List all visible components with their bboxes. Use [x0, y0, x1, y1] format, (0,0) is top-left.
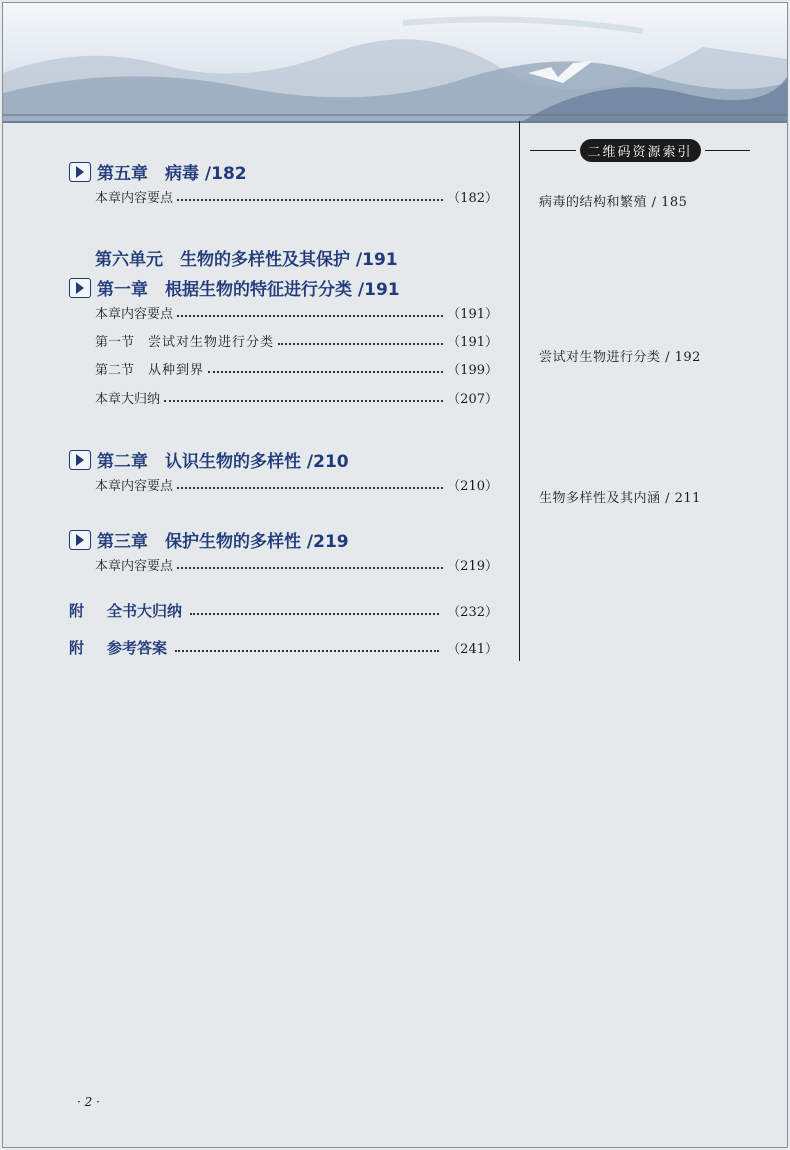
- leader-dots: [177, 487, 443, 489]
- toc-entry: 本章内容要点 （182）: [95, 190, 498, 206]
- toc-entry: 第一节 尝试对生物进行分类 （191）: [95, 334, 498, 350]
- qr-index-item[interactable]: 尝试对生物进行分类 / 192: [539, 350, 701, 365]
- table-of-contents: [3, 3, 523, 703]
- leader-dots: [177, 315, 443, 317]
- page: [2, 2, 788, 1148]
- unit-6-heading: 第六单元 生物的多样性及其保护 /191: [95, 250, 398, 270]
- leader-dots: [175, 650, 439, 652]
- appendix-entry: 附 参考答案 （241）: [69, 638, 498, 657]
- toc-entry: 本章内容要点 （210）: [95, 478, 498, 494]
- leader-dots: [177, 199, 443, 201]
- toc-entry: 本章内容要点 （219）: [95, 558, 498, 574]
- appendix-entry: 附 全书大归纳 （232）: [69, 601, 498, 620]
- leader-dots: [190, 613, 439, 615]
- toc-entry: 本章大归纳 （207）: [95, 391, 498, 407]
- qr-index-item[interactable]: 病毒的结构和繁殖 / 185: [539, 195, 688, 210]
- leader-dots: [177, 567, 443, 569]
- play-arrow-icon: [69, 450, 91, 470]
- chapter-2-heading: 第二章 认识生物的多样性 /210: [69, 447, 349, 472]
- qr-index-item[interactable]: 生物多样性及其内涵 / 211: [539, 491, 701, 506]
- chapter-3-heading: 第三章 保护生物的多样性 /219: [69, 527, 349, 552]
- play-arrow-icon: [69, 530, 91, 550]
- qr-index-title: 二维码资源索引: [530, 139, 750, 161]
- toc-entry: 本章内容要点 （191）: [95, 306, 498, 322]
- chapter-5-heading: 第五章 病毒 /182: [69, 159, 247, 184]
- leader-dots: [208, 371, 443, 373]
- chapter-1-heading: 第一章 根据生物的特征进行分类 /191: [69, 275, 400, 300]
- play-arrow-icon: [69, 162, 91, 182]
- column-divider: [519, 121, 520, 661]
- leader-dots: [164, 400, 443, 402]
- page-number: · 2 ·: [77, 1095, 100, 1109]
- leader-dots: [278, 343, 443, 345]
- toc-entry: 第二节 从种到界 （199）: [95, 362, 498, 378]
- play-arrow-icon: [69, 278, 91, 298]
